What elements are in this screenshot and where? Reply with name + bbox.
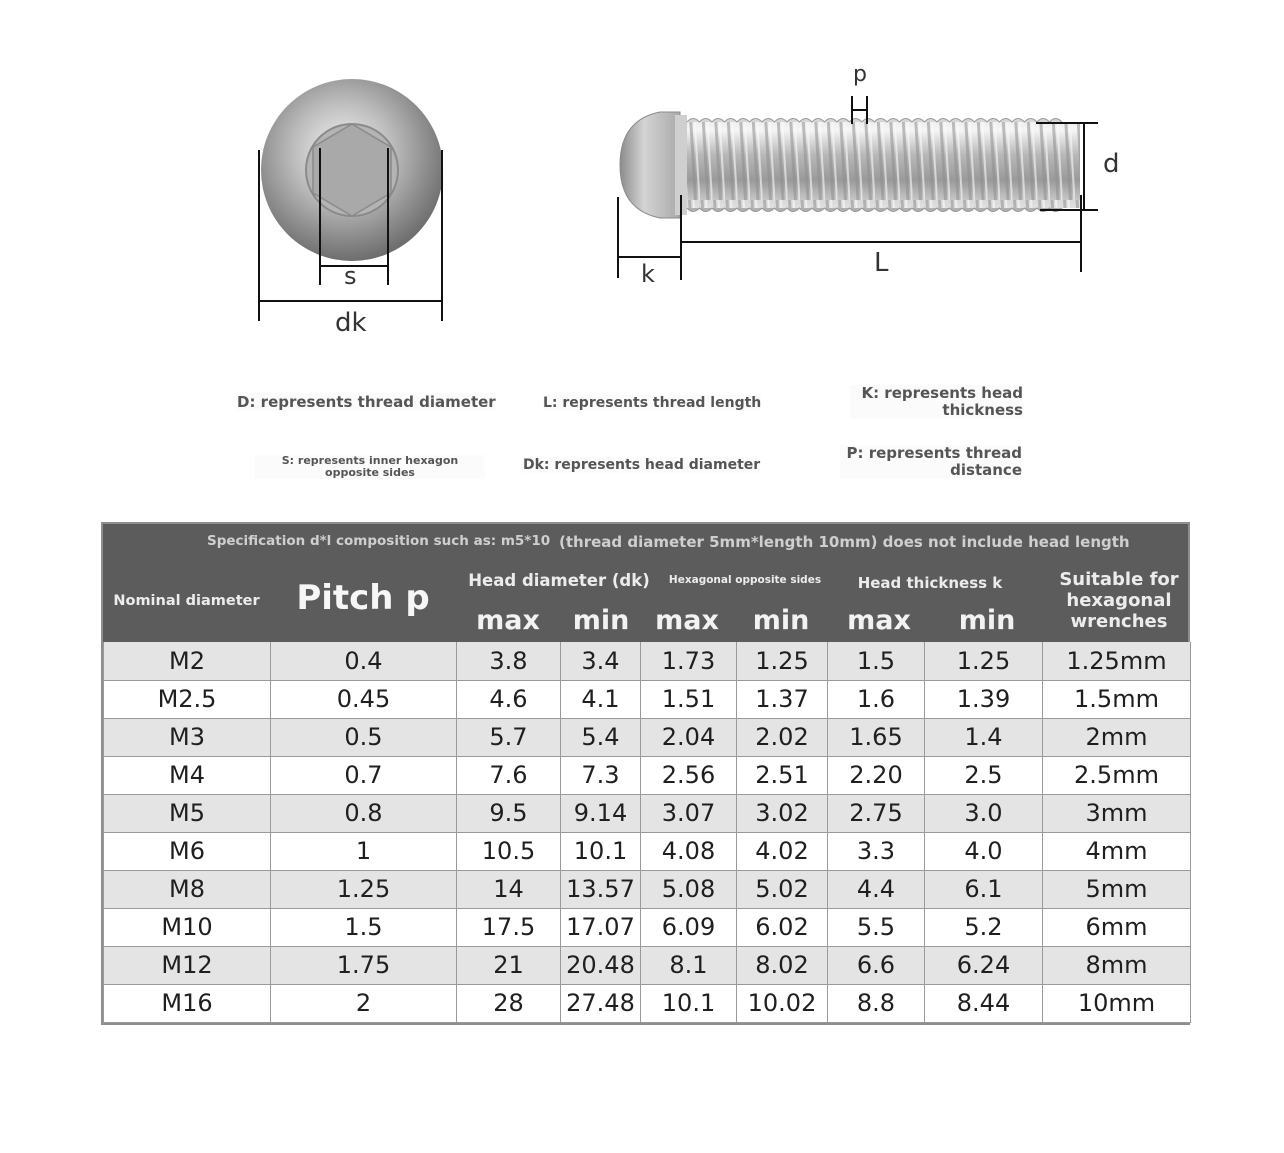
table-row [104, 946, 1191, 984]
cell-nominal: M5 [104, 794, 271, 832]
legend-head-diameter: Dk: represents head diameter [523, 457, 761, 473]
cell-nominal: M12 [104, 946, 271, 984]
dim-label-k: k [641, 260, 655, 288]
cell-wrench: 2mm [1043, 718, 1191, 756]
cell-dk-min: 7.3 [561, 756, 641, 794]
cell-wrench: 1.5mm [1043, 680, 1191, 718]
dim-label-s: s [344, 262, 357, 290]
cell-wrench: 8mm [1043, 946, 1191, 984]
screw-illustration-icon [0, 0, 1284, 360]
cell-nominal: M8 [104, 870, 271, 908]
legend-thread-distance: P: represents thread distance [840, 445, 1022, 479]
table-row [104, 756, 1191, 794]
cell-dk-min: 13.57 [561, 870, 641, 908]
cell-k-max: 4.4 [828, 870, 925, 908]
cell-k-min: 2.5 [925, 756, 1043, 794]
dim-label-dk: dk [335, 308, 367, 338]
cell-pitch: 0.7 [271, 756, 457, 794]
cell-dk-min: 20.48 [561, 946, 641, 984]
cell-wrench: 5mm [1043, 870, 1191, 908]
cell-k-max: 2.75 [828, 794, 925, 832]
cell-dk-min: 27.48 [561, 984, 641, 1022]
cell-k-max: 1.6 [828, 680, 925, 718]
cell-pitch: 0.5 [271, 718, 457, 756]
header-wrench [1048, 569, 1190, 632]
cell-pitch: 1.75 [271, 946, 457, 984]
cell-s-max: 3.07 [641, 794, 737, 832]
header-k-min: min [958, 605, 1016, 636]
cell-s-max: 10.1 [641, 984, 737, 1022]
cell-nominal: M2 [104, 642, 271, 680]
cell-s-max: 2.56 [641, 756, 737, 794]
cell-k-max: 8.8 [828, 984, 925, 1022]
cell-dk-max: 4.6 [457, 680, 561, 718]
table-row [104, 642, 1191, 680]
table-row [104, 984, 1191, 1022]
cell-nominal: M3 [104, 718, 271, 756]
header-dk-min: min [572, 605, 630, 636]
cell-pitch: 1.5 [271, 908, 457, 946]
cell-s-max: 6.09 [641, 908, 737, 946]
cell-dk-max: 3.8 [457, 642, 561, 680]
dim-label-p: p [853, 62, 867, 87]
table-row [104, 718, 1191, 756]
cell-pitch: 0.4 [271, 642, 457, 680]
table-row [104, 680, 1191, 718]
cell-dk-min: 17.07 [561, 908, 641, 946]
cell-k-max: 3.3 [828, 832, 925, 870]
legend-thread-diameter: D: represents thread diameter [237, 393, 496, 411]
header-dk-max: max [476, 605, 540, 636]
cell-wrench: 10mm [1043, 984, 1191, 1022]
table-row [104, 832, 1191, 870]
cell-dk-max: 28 [457, 984, 561, 1022]
cell-s-max: 1.51 [641, 680, 737, 718]
cell-s-min: 8.02 [737, 946, 828, 984]
cell-s-max: 2.04 [641, 718, 737, 756]
cell-k-min: 6.24 [925, 946, 1043, 984]
cell-nominal: M6 [104, 832, 271, 870]
spec-note-left: Specification d*l composition such as: m5*10 [207, 533, 551, 549]
header-hex-sides: Hexagonal opposite sides [668, 574, 822, 586]
cell-k-min: 1.25 [925, 642, 1043, 680]
header-wrench-line3: wrenches [1070, 611, 1168, 632]
cell-wrench: 4mm [1043, 832, 1191, 870]
cell-s-min: 3.02 [737, 794, 828, 832]
cell-dk-min: 10.1 [561, 832, 641, 870]
cell-s-min: 2.02 [737, 718, 828, 756]
cell-dk-max: 17.5 [457, 908, 561, 946]
cell-k-min: 5.2 [925, 908, 1043, 946]
header-wrench-line1: Suitable for [1059, 569, 1179, 590]
cell-wrench: 6mm [1043, 908, 1191, 946]
legend-hexagon-sides: S: represents inner hexagon opposite sides [255, 455, 485, 479]
cell-nominal: M4 [104, 756, 271, 794]
cell-s-max: 4.08 [641, 832, 737, 870]
cell-dk-max: 9.5 [457, 794, 561, 832]
spec-table-body [103, 642, 1191, 1023]
cell-k-max: 6.6 [828, 946, 925, 984]
header-pitch: Pitch p [296, 578, 430, 618]
cell-dk-min: 4.1 [561, 680, 641, 718]
cell-k-max: 1.65 [828, 718, 925, 756]
table-row [104, 870, 1191, 908]
table-row [104, 794, 1191, 832]
cell-dk-min: 9.14 [561, 794, 641, 832]
cell-k-min: 8.44 [925, 984, 1043, 1022]
cell-dk-max: 14 [457, 870, 561, 908]
spec-note-right: (thread diameter 5mm*length 10mm) does not include head length [559, 533, 1130, 551]
cell-s-min: 4.02 [737, 832, 828, 870]
header-wrench-line2: hexagonal [1066, 590, 1172, 611]
cell-s-max: 1.73 [641, 642, 737, 680]
legend-head-thickness: K: represents head thickness [850, 385, 1023, 419]
header-head-thickness: Head thickness k [857, 574, 1003, 592]
cell-s-min: 2.51 [737, 756, 828, 794]
cell-wrench: 2.5mm [1043, 756, 1191, 794]
cell-dk-max: 10.5 [457, 832, 561, 870]
header-head-diameter: Head diameter (dk) [468, 571, 650, 590]
dim-label-d: d [1103, 149, 1120, 179]
cell-wrench: 3mm [1043, 794, 1191, 832]
cell-dk-min: 3.4 [561, 642, 641, 680]
cell-dk-max: 7.6 [457, 756, 561, 794]
cell-s-max: 8.1 [641, 946, 737, 984]
cell-s-min: 1.37 [737, 680, 828, 718]
cell-pitch: 2 [271, 984, 457, 1022]
cell-dk-min: 5.4 [561, 718, 641, 756]
cell-k-min: 4.0 [925, 832, 1043, 870]
cell-dk-max: 21 [457, 946, 561, 984]
table-row [104, 908, 1191, 946]
cell-k-min: 1.39 [925, 680, 1043, 718]
cell-k-min: 1.4 [925, 718, 1043, 756]
dim-label-l: L [874, 248, 889, 278]
cell-pitch: 1.25 [271, 870, 457, 908]
header-k-max: max [847, 605, 911, 636]
cell-s-min: 5.02 [737, 870, 828, 908]
cell-pitch: 1 [271, 832, 457, 870]
table-header [103, 524, 1188, 642]
cell-k-min: 3.0 [925, 794, 1043, 832]
cell-k-min: 6.1 [925, 870, 1043, 908]
screw-side-view [618, 96, 1098, 280]
cell-k-max: 5.5 [828, 908, 925, 946]
header-nominal-diameter: Nominal diameter [113, 593, 260, 609]
cell-wrench: 1.25mm [1043, 642, 1191, 680]
screw-diagram [0, 0, 1284, 360]
cell-k-max: 2.20 [828, 756, 925, 794]
cell-s-max: 5.08 [641, 870, 737, 908]
cell-nominal: M16 [104, 984, 271, 1022]
spec-table [101, 522, 1190, 1025]
cell-pitch: 0.45 [271, 680, 457, 718]
legend-thread-length: L: represents thread length [543, 395, 762, 411]
cell-nominal: M2.5 [104, 680, 271, 718]
cell-s-min: 6.02 [737, 908, 828, 946]
cell-dk-max: 5.7 [457, 718, 561, 756]
header-s-max: max [655, 605, 719, 636]
cell-s-min: 1.25 [737, 642, 828, 680]
cell-pitch: 0.8 [271, 794, 457, 832]
cell-k-max: 1.5 [828, 642, 925, 680]
cell-s-min: 10.02 [737, 984, 828, 1022]
cell-nominal: M10 [104, 908, 271, 946]
header-s-min: min [752, 605, 810, 636]
